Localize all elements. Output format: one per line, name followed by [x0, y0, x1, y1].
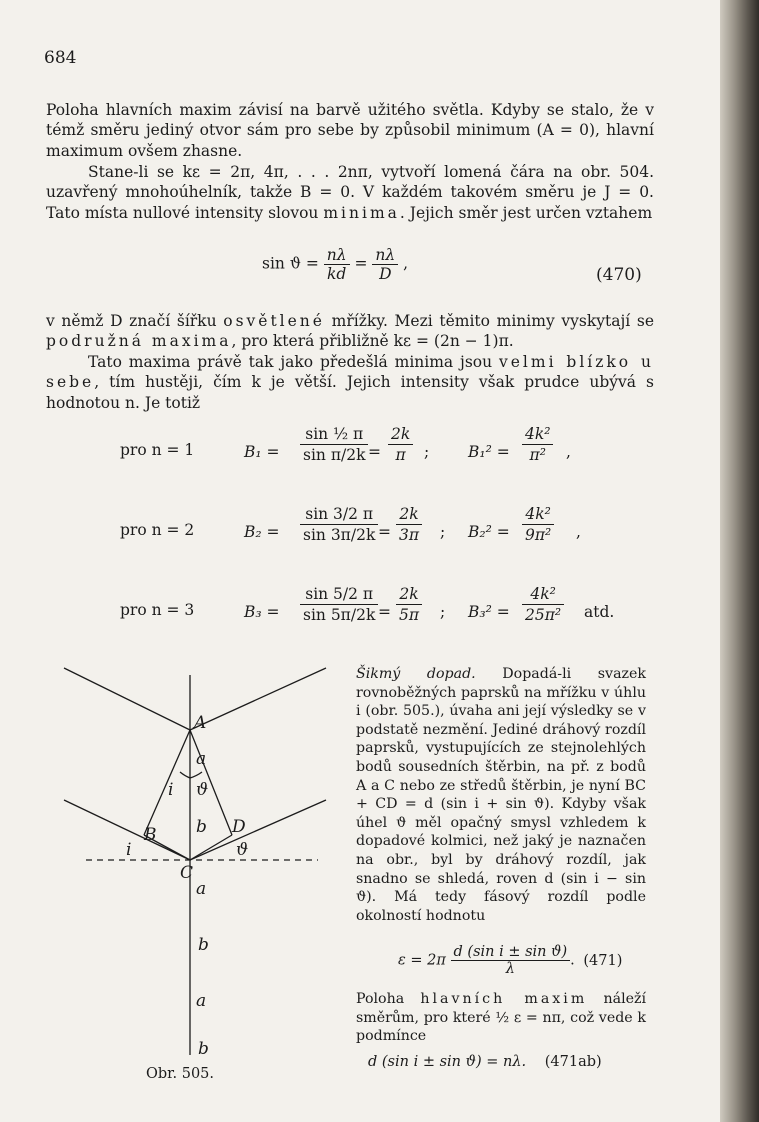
- row1-frac: [388, 424, 413, 465]
- row3-b2: B₃² =: [468, 603, 510, 621]
- label-d-point: D: [232, 817, 246, 837]
- row1-b2-frac: [522, 424, 553, 465]
- label-a-mid: a: [196, 879, 207, 899]
- eq470-tail: ,: [403, 254, 409, 273]
- eq470-lhs: sin ϑ =: [262, 254, 319, 273]
- eq471-num: d (sin i ± sin ϑ): [451, 944, 571, 961]
- row2-frac: [396, 504, 422, 545]
- row1-sin-bottom: sin π/2k: [303, 446, 366, 464]
- paragraph-3-text-a: v němž D značí šířku: [46, 312, 217, 330]
- paragraph-3-text-b: mřížky. Mezi těmito minimy vyskytají se: [331, 312, 654, 330]
- row3-b2-num: 4k²: [522, 584, 564, 605]
- page-number: 684: [44, 48, 77, 68]
- row2-eq-den: 3π: [399, 526, 420, 544]
- paragraph-2-text-a: Stane-li se kε = 2π, 4π, . . . 2nπ, vytvoří lomená čára na obr. 504. uzavřený mnohoúhelník, takže B = 0. V každém takovém směru je J = 0. Tato místa nullové intensity slovou: [46, 163, 654, 222]
- paragraph-3-spaced-2: podružná maxima: [46, 332, 232, 351]
- equation-470-number: (470): [596, 265, 642, 285]
- figure-caption: Obr. 505.: [146, 1066, 215, 1082]
- row3-eq-den: 5π: [399, 606, 420, 624]
- row3-eq: =: [378, 603, 391, 621]
- label-a-lower: a: [196, 991, 207, 1011]
- row3-sin-top: sin 5/2 π: [300, 584, 378, 605]
- diffracted-ray-top: [190, 668, 326, 730]
- row1-b2-den: π²: [529, 446, 546, 464]
- row2-sin-frac: [300, 504, 378, 545]
- diffracted-ray-c: [190, 800, 326, 860]
- eq471-lhs: ε = 2π: [398, 952, 446, 969]
- row2-b2-frac: [522, 504, 554, 545]
- row2-b2-num: 4k²: [522, 504, 554, 525]
- row3-label: pro n = 3: [120, 601, 195, 619]
- row3-b2-den: 25π²: [525, 606, 562, 624]
- paragraph-3-spaced-1: osvětlené: [223, 312, 325, 330]
- paragraph-2-text-b: . Jejich směr jest určen vztahem: [399, 203, 653, 222]
- label-b-upper: b: [196, 817, 207, 837]
- eq471-tail: .: [570, 952, 575, 969]
- side-column: [356, 665, 646, 925]
- label-b-point: B: [144, 825, 157, 845]
- row1-eq-den: π: [395, 446, 406, 464]
- row3-b2-frac: [522, 584, 564, 625]
- label-theta-upper: ϑ: [196, 780, 209, 800]
- label-a-point: A: [194, 713, 207, 733]
- side-text-1: Dopadá-li svazek rovnoběžných paprsků na mřížku v úhlu i (obr. 505.), úvaha ani její výsledky se v podstatě nezmění. Jediné dráhový rozdíl paprsků, vystupujících ze stejnolehlých bodů sousedních štěrbin, na př. z bodů A a C nebo ze středů štěrbin, je nyní BC + CD = d (sin i + sin ϑ). Kdyby však úhel ϑ měl opačný smysl vzhledem k dopadové kolmici, než jaký je naznačen na obr., byl by dráhový rozdíl, jak snadno se shledá, roven d (sin i − sin ϑ). Má tedy fásový rozdíl podle okolností hodnotu: [356, 666, 646, 924]
- side-heading: Šikmý dopad.: [356, 666, 476, 682]
- eq470-num1: nλ: [324, 246, 350, 265]
- row1-b2-num: 4k²: [522, 424, 553, 445]
- equation-471: [398, 944, 622, 977]
- row2-tail: ,: [576, 523, 581, 541]
- label-b-lower: b: [198, 1039, 209, 1059]
- label-i-lower: i: [126, 840, 132, 860]
- eq471-number: (471): [583, 952, 623, 969]
- row2-b2-den: 9π²: [525, 526, 552, 544]
- eq470-frac-1: [324, 246, 350, 283]
- row1-tail: ,: [566, 443, 571, 461]
- row2-sin-top: sin 3/2 π: [300, 504, 378, 525]
- eq471ab-number: (471ab): [544, 1054, 602, 1070]
- line-a-b: [144, 730, 190, 835]
- segment-cd: [190, 835, 232, 860]
- side-text-2b: náleží směrům, pro které ½ ε = nπ, což vede k podmínce: [356, 991, 647, 1045]
- paragraph-3: [46, 311, 654, 352]
- page-edge-shadow: [720, 0, 759, 1122]
- row2-b: B₂ =: [244, 523, 280, 541]
- incident-ray-left: [64, 668, 190, 730]
- row2-eq-num: 2k: [396, 504, 422, 525]
- label-i-upper: i: [168, 780, 174, 800]
- eq470-den2: D: [379, 265, 392, 283]
- row2-semicolon: ;: [440, 523, 446, 541]
- row3-semicolon: ;: [440, 603, 446, 621]
- row2-sin-bottom: sin 3π/2k: [303, 526, 376, 544]
- row1-eq: =: [368, 443, 381, 461]
- row1-b2: B₁² =: [468, 443, 510, 461]
- row1-eq-num: 2k: [388, 424, 413, 445]
- paragraph-2-spaced: minima: [323, 203, 400, 222]
- eq470-frac-2: [372, 246, 398, 283]
- angle-theta-arc: [190, 772, 202, 778]
- row1-sin-top: sin ½ π: [300, 424, 368, 445]
- side-text-2-spaced: hlavních maxim: [420, 991, 588, 1007]
- row1-semicolon: ;: [424, 443, 430, 461]
- paragraph-4: [46, 352, 654, 413]
- eq470-num2: nλ: [372, 246, 398, 265]
- label-theta-lower: ϑ: [236, 840, 249, 860]
- row2-label: pro n = 2: [120, 521, 195, 539]
- paragraph-2: [46, 162, 654, 223]
- label-c-point: C: [180, 863, 194, 883]
- eq470-den1: kd: [327, 265, 347, 283]
- row1-label: pro n = 1: [120, 441, 195, 459]
- row3-sin-bottom: sin 5π/2k: [303, 606, 376, 624]
- eq471ab-expr: d (sin i ± sin ϑ) = nλ.: [368, 1054, 527, 1070]
- row3-sin-frac: [300, 584, 378, 625]
- eq471-den: λ: [505, 961, 515, 977]
- paragraph-3-text-c: , pro která přibližně kε = (2n − 1)π.: [231, 332, 514, 351]
- row3-eq-num: 2k: [396, 584, 422, 605]
- row1-b: B₁ =: [244, 443, 280, 461]
- equation-470: sin ϑ = $\frac{n\lambda}{kd}$ = $\frac{n\lambda}{D}$ ,: [262, 246, 409, 283]
- row1-sin-frac: [300, 424, 368, 465]
- paragraph-1: [46, 100, 654, 161]
- side-text-2a: Poloha: [356, 991, 405, 1007]
- eq471-frac: [451, 944, 571, 977]
- row3-frac: [396, 584, 422, 625]
- side-paragraph-2: [356, 990, 646, 1046]
- row3-tail: atd.: [584, 603, 615, 621]
- equation-471ab: [368, 1054, 602, 1070]
- paragraph-1-text: Poloha hlavních maxim závisí na barvě užitého světla. Kdyby se stalo, že v témž směru jediný otvor sám pro sebe by způsobil minimum (A = 0), hlavní maximum ovšem zhasne.: [46, 101, 654, 160]
- paragraph-4-text-b: , tím hustěji, čím k je větší. Jejich intensity však prudce ubývá s hodnotou n. Je totiž: [46, 373, 654, 412]
- row2-eq: =: [378, 523, 391, 541]
- paragraph-4-text-a: Tato maxima právě tak jako předešlá minima jsou: [88, 353, 493, 371]
- row3-b: B₃ =: [244, 603, 280, 621]
- label-b-mid: b: [198, 935, 209, 955]
- row2-b2: B₂² =: [468, 523, 510, 541]
- figure-505: [56, 660, 346, 1060]
- paragraph-4-spaced: velmi blízko u sebe: [46, 353, 654, 392]
- label-a-upper: a: [196, 749, 207, 769]
- angle-i-arc: [180, 772, 190, 778]
